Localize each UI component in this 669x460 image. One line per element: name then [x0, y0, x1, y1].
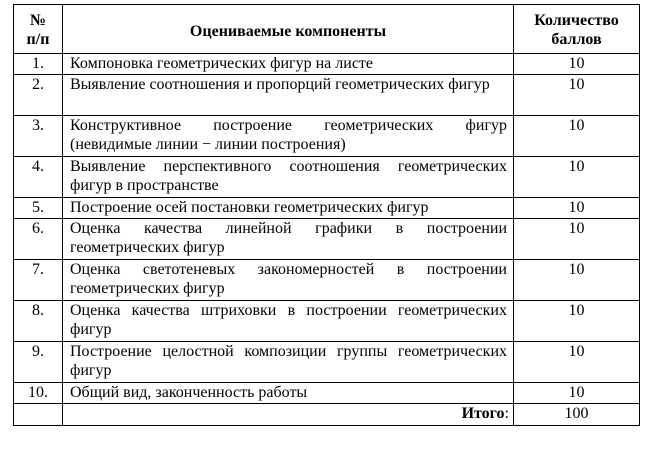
row-score: 10 [514, 116, 640, 157]
row-score: 10 [514, 75, 640, 116]
row-score: 10 [514, 260, 640, 301]
header-num [14, 5, 63, 54]
header-score-line1: Количество [534, 12, 619, 29]
row-component: Конструктивное построение геометрических фигур (невидимые линии − линии построения) [63, 116, 514, 157]
row-component: Построение осей постановки геометрических фигур [63, 198, 514, 219]
row-score: 10 [514, 54, 640, 75]
table-row [14, 157, 640, 198]
row-component: Компоновка геометрических фигур на листе [63, 54, 514, 75]
row-score: 10 [514, 383, 640, 404]
table-row [14, 198, 640, 219]
row-score: 10 [514, 219, 640, 260]
table-row [14, 75, 640, 116]
scoring-table [13, 4, 640, 426]
row-component: Построение целостной композиции группы геометрических фигур [63, 342, 514, 383]
row-score: 10 [514, 342, 640, 383]
total-colon: : [504, 405, 509, 422]
table-row [14, 54, 640, 75]
row-score: 10 [514, 198, 640, 219]
total-row [14, 404, 640, 426]
row-score: 10 [514, 157, 640, 198]
header-num-line1: № [29, 12, 47, 29]
table-row [14, 301, 640, 342]
header-score [514, 5, 640, 54]
total-value: 100 [514, 404, 640, 426]
row-component: Выявление соотношения и пропорций геометрических фигур [63, 75, 514, 116]
row-num: 2. [14, 75, 63, 116]
row-score: 10 [514, 301, 640, 342]
row-num: 1. [14, 54, 63, 75]
header-num-line2: п/п [26, 31, 50, 48]
row-component: Общий вид, законченность работы [63, 383, 514, 404]
table-row [14, 383, 640, 404]
row-num: 5. [14, 198, 63, 219]
total-empty-cell [14, 404, 63, 426]
row-num: 4. [14, 157, 63, 198]
header-score-line2: баллов [551, 31, 602, 48]
row-component: Оценка качества линейной графики в построении геометрических фигур [63, 219, 514, 260]
row-num: 3. [14, 116, 63, 157]
row-num: 7. [14, 260, 63, 301]
row-component: Оценка светотеневых закономерностей в построении геометрических фигур [63, 260, 514, 301]
row-component: Выявление перспективного соотношения геометрических фигур в пространстве [63, 157, 514, 198]
table-row [14, 342, 640, 383]
table-row [14, 116, 640, 157]
table-header-row [14, 5, 640, 54]
total-label-cell [63, 404, 514, 426]
table-row [14, 219, 640, 260]
row-num: 10. [14, 383, 63, 404]
row-num: 6. [14, 219, 63, 260]
table-row [14, 260, 640, 301]
row-num: 9. [14, 342, 63, 383]
header-component: Оцениваемые компоненты [63, 5, 514, 54]
row-num: 8. [14, 301, 63, 342]
total-label: Итого [461, 405, 505, 422]
row-component: Оценка качества штриховки в построении геометрических фигур [63, 301, 514, 342]
